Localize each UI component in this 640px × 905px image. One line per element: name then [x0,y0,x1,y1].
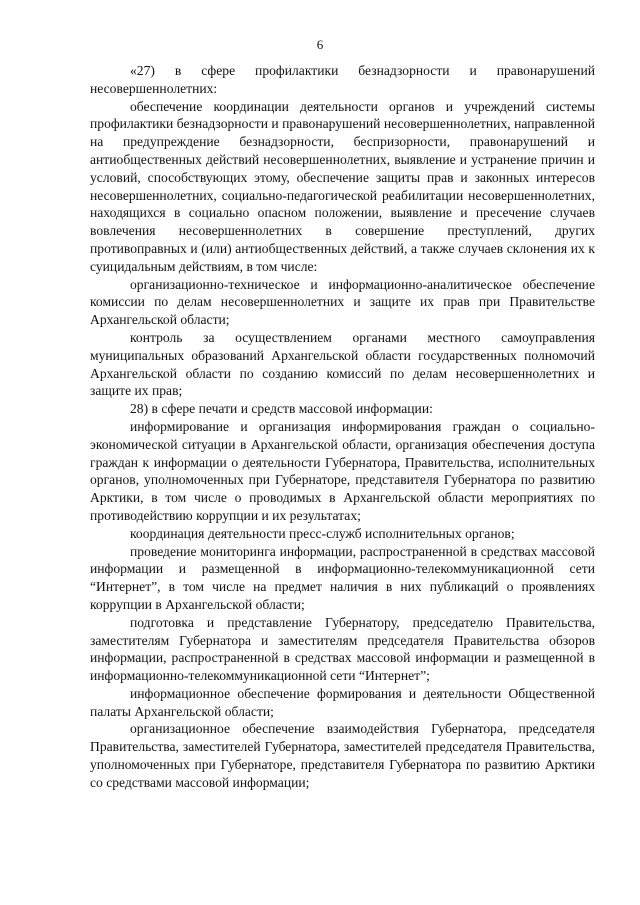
page-number: 6 [316,37,324,52]
paragraph-informing: информирование и организация информирования граждан о социально-экономической ситуации в Архангельской области, организация обеспечения доступа граждан к информации о деятельности Губернатора, Правительства, исполнительных органов, уполномоченных при Губернаторе, представителя Губернатора по развитию Арктики, в том числе о проводимых в Архангельской области мероприятиях по противодействию коррупции и их результатах; [90,418,595,523]
paragraph-item-28-heading: 28) в сфере печати и средств массовой информации: [130,401,433,417]
paragraph-monitoring: проведение мониторинга информации, распространенной в средствах массовой информации и размещенной в информационно-телекоммуникационной сети “Интернет”, в том числе на предмет наличия в них публикаций о проявлениях коррупции в Архангельской области; [90,543,595,612]
paragraph-media-interaction: организационное обеспечение взаимодействия Губернатора, председателя Правительства, заместителей Губернатора, заместителей председателя Правительства, уполномоченных при Губернаторе, представителя Губернатора по развитию Арктики со средствами массовой информации; [90,721,595,790]
paragraph-reviews: подготовка и представление Губернатору, председателю Правительства, заместителям Губернатора и заместителям председателя Правительства обзоров информации, распространенной в средствах массовой информации и размещенной в информационно-телекоммуникационной сети “Интернет”; [90,614,595,684]
paragraph-coordination: обеспечение координации деятельности органов и учреждений системы профилактики безнадзорности и правонарушений несовершеннолетних, направленной на предупреждение безнадзорности, беспризорности, правонарушений и антиобщественных действий несовершеннолетних, выявление и устранение причин и условий, способствующих этому, обеспечение защиты прав и законных интересов несовершеннолетних, социально-педагогической реабилитации несовершеннолетних, находящихся в социально опасном положении, выявление и пресечение случаев вовлечения несовершеннолетних в совершение преступлений, других противоправных и (или) антиобщественных действий, а также случаев склонения их к суицидальным действиям, в том числе: [90,98,595,274]
paragraph-press-services: координация деятельности пресс-служб исполнительных органов; [130,525,515,541]
document-body [90,62,595,792]
paragraph-public-chamber: информационное обеспечение формирования и деятельности Общественной палаты Архангельской области; [90,685,595,719]
paragraph-item-27-heading: «27) в сфере профилактики безнадзорности и правонарушений несовершеннолетних: [90,63,595,96]
paragraph-org-support: организационно-техническое и информационно-аналитическое обеспечение комиссии по делам несовершеннолетних и защите их прав при Правительстве Архангельской области; [90,276,595,328]
paragraph-control: контроль за осуществлением органами местного самоуправления муниципальных образований Архангельской области государственных полномочий Архангельской области по созданию комиссий по делам несовершеннолетних и защите их прав; [90,329,595,399]
